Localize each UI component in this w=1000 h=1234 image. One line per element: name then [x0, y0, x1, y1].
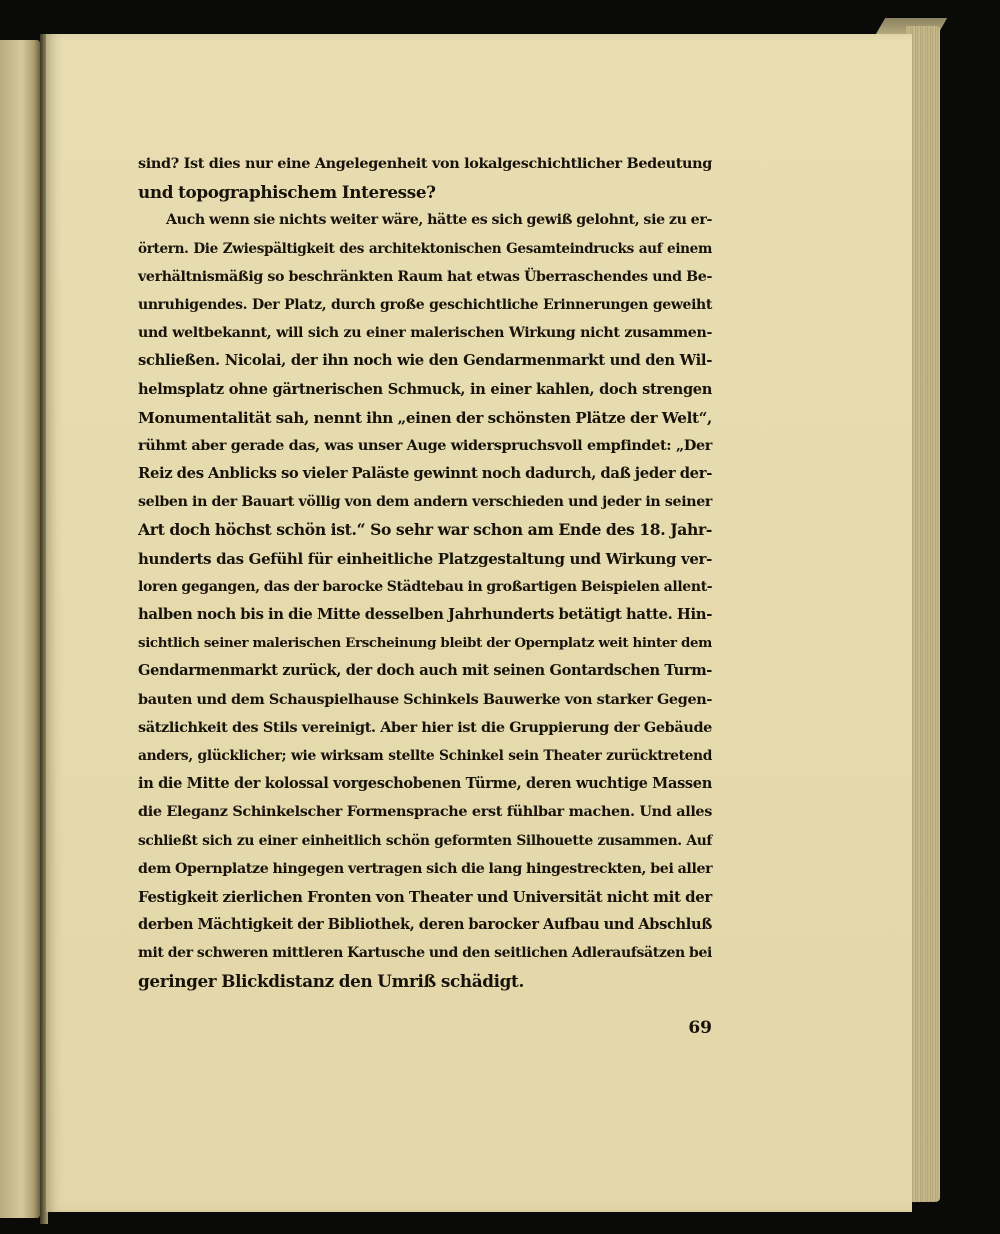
text-line: helmsplatz ohne gärtnerischen Schmuck, in einer kahlen, doch strengen [138, 380, 712, 398]
text-line: hunderts das Gefühl für einheitliche Platzgestaltung und Wirkung ver- [138, 549, 712, 568]
text-line: Festigkeit zierlichen Fronten von Theater und Universität nicht mit der [138, 887, 712, 906]
text-line: rühmt aber gerade das, was unser Auge widerspruchsvoll empfindet: „Der [138, 436, 712, 454]
text-line: bauten und dem Schauspielhause Schinkels Bauwerke von starker Gegen- [138, 690, 712, 708]
text-line: schließen. Nicolai, der ihn noch wie den Gendarmenmarkt und den Wil- [138, 352, 712, 370]
text-line: geringer Blickdistanz den Umriß schädigt. [138, 971, 524, 992]
body-text [138, 150, 712, 996]
text-line: sichtlich seiner malerischen Erscheinung bleibt der Opernplatz weit hinter dem [138, 635, 712, 652]
text-line: Gendarmenmarkt zurück, der doch auch mit seinen Gontardschen Turm- [138, 662, 712, 680]
text-line: Art doch höchst schön ist.“ So sehr war schon am Ende des 18. Jahr- [138, 520, 712, 540]
text-line: Monumentalität sah, nennt ihn „einen der schönsten Plätze der Welt“, [138, 408, 712, 427]
text-line: verhältnismäßig so beschränkten Raum hat etwas Überraschendes und Be- [138, 268, 712, 285]
text-line: sind? Ist dies nur eine Angelegenheit von lokalgeschichtlicher Bedeutung [138, 155, 712, 172]
text-line: und weltbekannt, will sich zu einer malerischen Wirkung nicht zusammen- [138, 325, 712, 342]
text-line: Auch wenn sie nichts weiter wäre, hätte es sich gewiß gelohnt, sie zu er- [166, 212, 712, 229]
text-line: dem Opernplatze hingegen vertragen sich die lang hingestreckten, bei aller [138, 860, 713, 877]
text-line: derben Mächtigkeit der Bibliothek, deren barocker Aufbau und Abschluß [138, 916, 712, 934]
text-line: schließt sich zu einer einheitlich schön geformten Silhouette zusammen. Auf [138, 832, 712, 849]
text-line: Reiz des Anblicks so vieler Paläste gewinnt noch dadurch, daß jeder der- [138, 465, 712, 483]
text-line: anders, glücklicher; wie wirksam stellte Schinkel sein Theater zurücktretend [138, 747, 712, 764]
text-line: örtern. Die Zwiespältigkeit des architektonischen Gesamteindrucks auf einem [138, 240, 712, 257]
page-number: 69 [688, 1018, 712, 1038]
text-line: und topographischem Interesse? [138, 182, 436, 203]
text-line: selben in der Bauart völlig von dem andern verschieden und jeder in seiner [138, 494, 712, 511]
text-line: unruhigendes. Der Platz, durch große geschichtliche Erinnerungen geweiht [138, 296, 712, 313]
left-page-edge [0, 40, 40, 1218]
text-line: halben noch bis in die Mitte desselben Jahrhunderts betätigt hatte. Hin- [138, 606, 712, 623]
text-line: die Eleganz Schinkelscher Formensprache erst fühlbar machen. Und alles [138, 803, 712, 821]
text-line: loren gegangen, das der barocke Städtebau in großartigen Beispielen allent- [138, 578, 713, 595]
text-line: sätzlichkeit des Stils vereinigt. Aber hier ist die Gruppierung der Gebäude [138, 718, 712, 736]
text-line: in die Mitte der kolossal vorgeschobenen Türme, deren wuchtige Massen [138, 775, 712, 793]
text-line: mit der schweren mittleren Kartusche und den seitlichen Adleraufsätzen bei [138, 945, 712, 962]
